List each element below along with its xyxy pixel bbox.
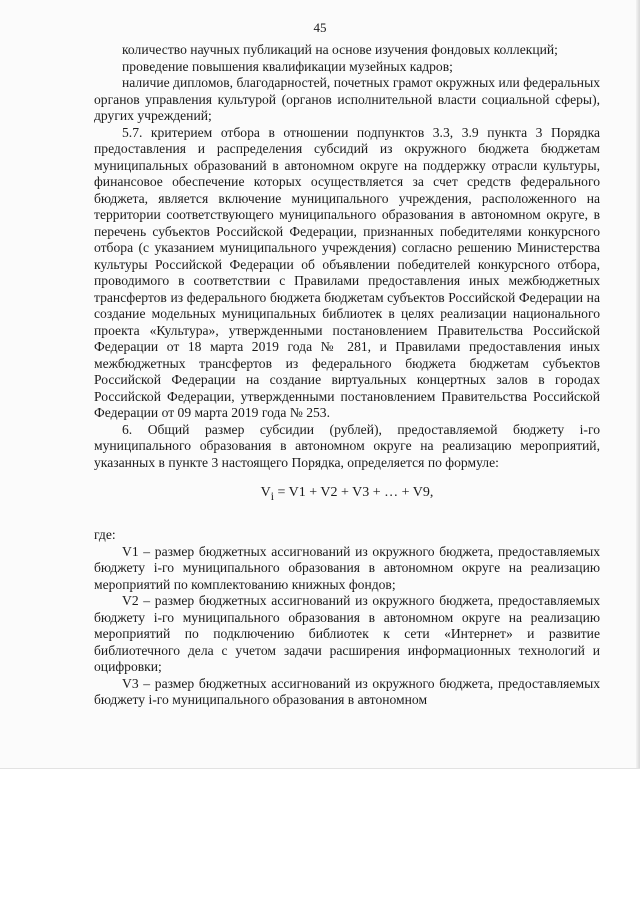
definition: V2 – размер бюджетных ассигнований из окружного бюджета, предоставляемых бюджету i-го муниципального образования в автономном округе на реализацию мероприятий по подключению библиотек к сети «Интернет» и развитие библиотечного дела с учетом задачи расширения информационных технологий и оцифровки; — [94, 593, 600, 675]
document-body — [94, 42, 600, 709]
formula-lhs: V — [260, 485, 271, 500]
definition: V3 – размер бюджетных ассигнований из окружного бюджета, предоставляемых бюджету i-го муниципального образования в автономном — [94, 675, 600, 708]
paragraph: 5.7. критерием отбора в отношении подпунктов 3.3, 3.9 пункта 3 Порядка предоставления и распределения субсидий из окружного бюджета бюджетам муниципальных образований в автономном округе на поддержку отрасли культуры, финансовое обеспечение которых осуществляется за счет средств федерального бюджета, является включение муниципального учреждения, расположенного на территории соответствующего муниципального образования в автономном округе, в перечень субъектов Российской Федерации, признанных победителями конкурсного отбора (с указанием муниципального учреждения) согласно решению Министерства культуры Российской Федерации об объявлении победителей конкурсного отбора, проводимого в соответствии с Правилами предоставления иных межбюджетных трансфертов из федерального бюджета бюджетам субъектов Российской Федерации на создание модельных муниципальных библиотек в целях реализации национального проекта «Культура», утвержденными постановлением Правительства Российской Федерации от 18 марта 2019 года № 281, и Правилами предоставления иных межбюджетных трансфертов из федерального бюджета бюджетам субъектов Российской Федерации на создание виртуальных концертных залов в городах Российской Федерации, утвержденными постановлением Правительства Российской Федерации от 09 марта 2019 года № 253. — [94, 124, 600, 420]
definition: V1 – размер бюджетных ассигнований из окружного бюджета, предоставляемых бюджету i-го муниципального образования в автономном округе на реализацию мероприятий по комплектованию книжных фондов; — [94, 543, 600, 592]
where-label: где: — [94, 527, 116, 543]
paragraph: количество научных публикаций на основе изучения фондовых коллекций; — [122, 42, 558, 57]
scan-edge — [636, 0, 640, 768]
formula — [94, 485, 600, 505]
paragraph: проведение повышения квалификации музейных кадров; — [122, 58, 453, 74]
formula-lhs-subscript: i — [270, 489, 274, 503]
paragraph: наличие дипломов, благодарностей, почетных грамот окружных или федеральных органов управления культурой (органов исполнительной власти социальной сферы), других учреждений; — [94, 75, 600, 123]
paragraph: 6. Общий размер субсидии (рублей), предоставляемой бюджету i-го муниципального образования в автономном округе на реализацию мероприятий, указанных в пункте 3 настоящего Порядка, определяется по формуле: — [94, 421, 600, 470]
page-number: 45 — [313, 20, 327, 35]
formula-rhs: = V1 + V2 + V3 + … + V9, — [273, 485, 434, 500]
